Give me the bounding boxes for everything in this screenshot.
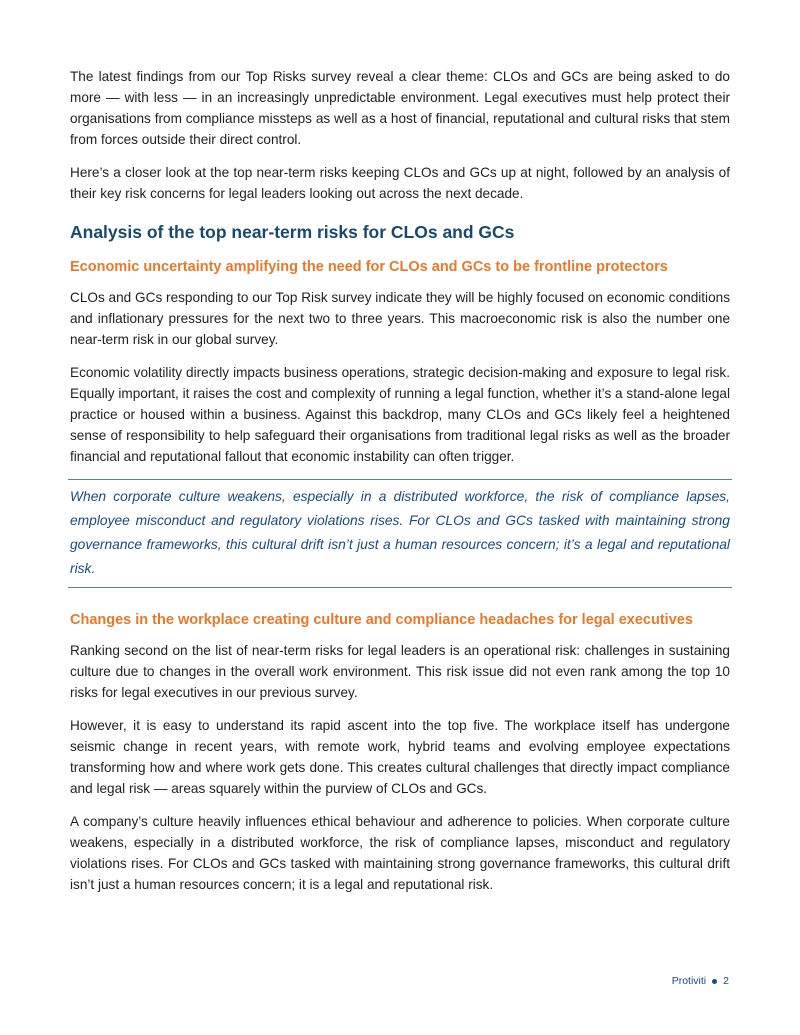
- intro-paragraph-1: The latest findings from our Top Risks survey reveal a clear theme: CLOs and GCs are being asked to do more — with less — in an increasingly unpredictable environment. Legal executives must help protect their organisations from compliance missteps as well as a host of financial, reputational and cultural risks that stem from forces outside their direct control.: [70, 69, 730, 147]
- workplace-heading: Changes in the workplace creating culture and compliance headaches for legal executives: [70, 612, 693, 628]
- workplace-paragraph-3: A company’s culture heavily influences ethical behaviour and adherence to policies. When corporate culture weakens, especially in a distributed workforce, the risk of compliance lapses, misconduct and regulatory violations rises. For CLOs and GCs tasked with maintaining strong governance frameworks, this cultural drift isn’t just a human resources concern; it is a legal and reputational risk.: [70, 814, 730, 892]
- pull-quote-text: When corporate culture weakens, especially in a distributed workforce, the risk of compliance lapses, employee misconduct and regulatory violations rises. For CLOs and GCs tasked with maintaining strong governance frameworks, this cultural drift isn’t just a human resources concern; it’s a legal and reputational risk.: [70, 489, 730, 576]
- page-footer: [672, 975, 729, 987]
- document-page: [70, 66, 730, 907]
- workplace-paragraph-1: Ranking second on the list of near-term risks for legal leaders is an operational risk: challenges in sustaining culture due to changes in the overall work environment. This risk issue did not even rank among the top 10 risks for legal executives in our previous survey.: [70, 643, 730, 700]
- footer-brand: Protiviti: [671, 975, 707, 987]
- pull-quote: [68, 479, 732, 588]
- bullet-dot-icon: [712, 979, 717, 984]
- economic-heading: Economic uncertainty amplifying the need for CLOs and GCs to be frontline protectors: [70, 259, 668, 275]
- footer-page-number: 2: [723, 975, 729, 987]
- intro-paragraph-2: Here’s a closer look at the top near-term risks keeping CLOs and GCs up at night, followed by an analysis of their key risk concerns for legal leaders looking out across the next decade.: [70, 165, 730, 201]
- economic-paragraph-2: Economic volatility directly impacts business operations, strategic decision-making and exposure to legal risk. Equally important, it raises the cost and complexity of running a legal function, whether it’s a stand-alone legal practice or housed within a business. Against this backdrop, many CLOs and GCs likely feel a heightened sense of responsibility to help safeguard their organisations from traditional legal risks as well as the broader financial and reputational fallout that economic instability can often trigger.: [70, 365, 730, 464]
- workplace-paragraph-2: However, it is easy to understand its rapid ascent into the top five. The workplace itself has undergone seismic change in recent years, with remote work, hybrid teams and evolving employee expectations transforming how and where work gets done. This creates cultural challenges that directly impact compliance and legal risk — areas squarely within the purview of CLOs and GCs.: [70, 718, 730, 796]
- economic-paragraph-1: CLOs and GCs responding to our Top Risk survey indicate they will be highly focused on economic conditions and inflationary pressures for the next two to three years. This macroeconomic risk is also the number one near-term risk in our global survey.: [70, 290, 730, 347]
- section-title: Analysis of the top near-term risks for CLOs and GCs: [70, 222, 515, 242]
